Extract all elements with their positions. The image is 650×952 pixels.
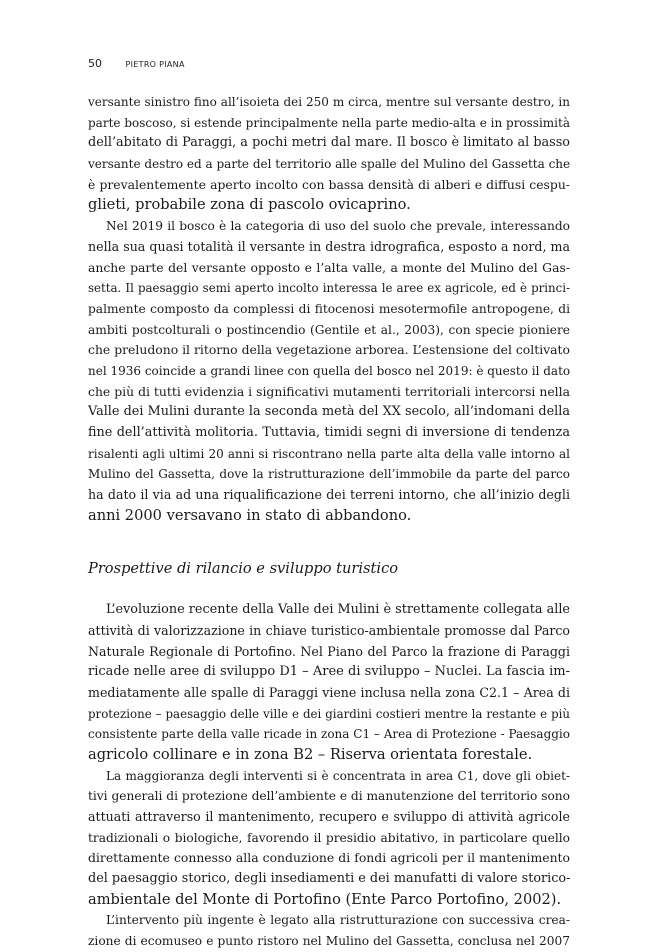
paragraph-1 xyxy=(88,92,570,216)
text-line: dell’abitato di Paraggi, a pochi metri dal mare. Il bosco è limitato al basso xyxy=(88,135,570,151)
text-line: è prevalentemente aperto incolto con bassa densità di alberi e diffusi cespu- xyxy=(88,176,570,192)
author-name: PIETRO PIANA xyxy=(125,60,185,69)
text-line: tivi generali di protezione dell’ambiente e di manutenzione del territorio sono xyxy=(88,789,570,804)
text-line: zione di ecomuseo e punto ristoro nel Mulino del Gassetta, conclusa nel 2007 xyxy=(88,934,570,949)
text-line: ambientale del Monte di Portofino (Ente Parco Portofino, 2002). xyxy=(88,890,562,908)
text-line: Nel 2019 il bosco è la categoria di uso del suolo che prevale, interessando xyxy=(106,219,570,234)
text-line: attività di valorizzazione in chiave turistico-ambientale promosse dal Parco xyxy=(88,622,570,638)
text-line: anche parte del versante opposto e l’alta valle, a monte del Mulino del Gas- xyxy=(88,259,570,275)
text-line: attuati attraverso il mantenimento, recupero e sviluppo di attività agricole xyxy=(88,809,570,824)
text-line: ambiti postcolturali o postincendio (Gentile et al., 2003), con specie pioniere xyxy=(88,322,570,337)
text-line: protezione – paesaggio delle ville e dei giardini costieri mentre la restante e più xyxy=(88,706,570,721)
text-line: L’evoluzione recente della Valle dei Mulini è strettamente collegata alle xyxy=(106,602,570,618)
text-line: versante sinistro fino all’isoieta dei 250 m circa, mentre sul versante destro, in xyxy=(88,95,570,109)
text-line: Naturale Regionale di Portofino. Nel Piano del Parco la frazione di Paraggi xyxy=(88,643,570,659)
paragraph-4 xyxy=(88,766,570,911)
section-heading: Prospettive di rilancio e sviluppo turistico xyxy=(88,560,399,578)
text-line: Valle dei Mulini durante la seconda metà del XX secolo, all’indomani della xyxy=(88,404,570,420)
text-line: anni 2000 versavano in stato di abbandono. xyxy=(88,506,412,524)
page-number: 50 xyxy=(88,57,102,70)
text-line: tradizionali o biologiche, favorendo il presidio abitativo, in particolare quello xyxy=(88,830,570,845)
text-line: che preludono il ritorno della vegetazione arborea. L’estensione del coltivato xyxy=(88,342,570,358)
text-line: Mulino del Gassetta, dove la ristrutturazione dell’immobile da parte del parco xyxy=(88,467,570,482)
body-text xyxy=(88,92,570,952)
text-line: mediatamente alle spalle di Paraggi viene inclusa nella zona C2.1 – Area di xyxy=(88,684,570,700)
running-head xyxy=(88,57,185,70)
text-line: consistente parte della valle ricade in zona C1 – Area di Protezione - Paesaggio xyxy=(88,727,570,742)
text-line: versante destro ed a parte del territorio alle spalle del Mulino del Gassetta che xyxy=(88,157,571,172)
text-line: fine dell’attività molitoria. Tuttavia, timidi segni di inversione di tendenza xyxy=(88,425,570,440)
text-line: ha dato il via ad una riqualificazione dei terreni intorno, che all’inizio degli xyxy=(88,487,570,503)
text-line: palmente composto da complessi di fitocenosi mesotermofile antropogene, di xyxy=(88,301,570,316)
paragraph-3 xyxy=(88,600,570,766)
text-line: nella sua quasi totalità il versante in destra idrografica, esposto a nord, ma xyxy=(88,238,570,254)
text-line: L’intervento più ingente è legato alla ristrutturazione con successiva crea- xyxy=(106,913,570,928)
text-line: risalenti agli ultimi 20 anni si riscontrano nella parte alta della valle intorno al xyxy=(88,446,570,461)
text-line: che più di tutti evidenzia i significativi mutamenti territoriali intercorsi nella xyxy=(88,383,570,399)
text-line: parte boscoso, si estende principalmente nella parte medio-alta e in prossimità xyxy=(88,115,570,130)
text-line: del paesaggio storico, degli insediamenti e dei manufatti di valore storico- xyxy=(88,871,571,887)
text-line: nel 1936 coincide a grandi linee con quella del bosco nel 2019: è questo il dato xyxy=(88,363,571,378)
paragraph-2 xyxy=(88,216,570,526)
text-line: La maggioranza degli interventi si è concentrata in area C1, dove gli obiet- xyxy=(106,768,570,783)
text-line: agricolo collinare e in zona B2 – Riserva orientata forestale. xyxy=(88,745,533,763)
text-line: glieti, probabile zona di pascolo ovicaprino. xyxy=(88,196,411,214)
text-line: direttamente connesso alla conduzione di fondi agricoli per il mantenimento xyxy=(88,850,570,866)
text-line: setta. Il paesaggio semi aperto incolto interessa le aree ex agricole, ed è princi- xyxy=(88,281,570,296)
text-line: ricade nelle aree di sviluppo D1 – Aree di sviluppo – Nuclei. La fascia im- xyxy=(88,664,570,680)
